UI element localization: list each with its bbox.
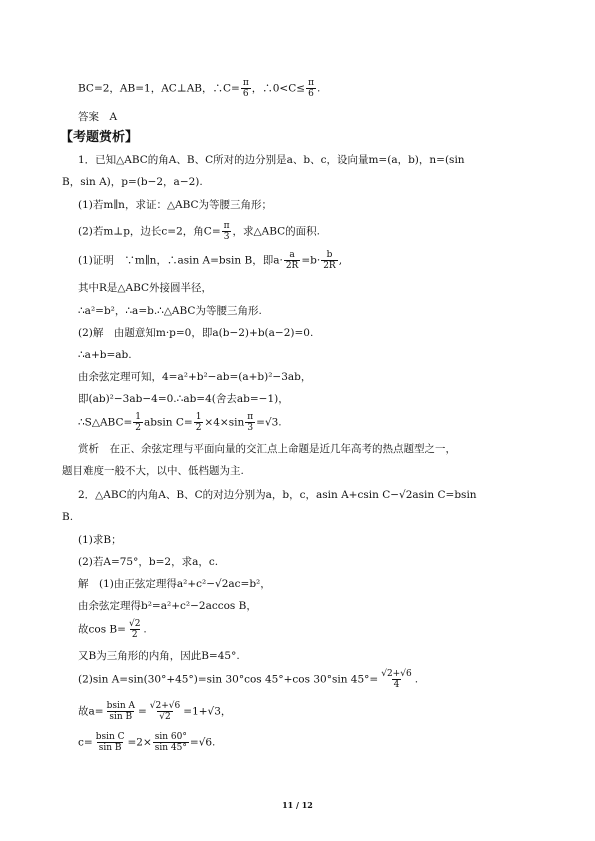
solution-line: 由余弦定理得b²=a²+c²−2accos B，: [78, 600, 257, 612]
text: (1)证明 ∵m∥n，∴asin A=bsin B，即a·: [78, 254, 283, 267]
text-line: ∴a+b=ab.: [78, 349, 132, 361]
problem1-statement-2: B，sin A)，p=(b−2，a−2).: [62, 176, 203, 188]
text: =b·: [301, 254, 321, 267]
cos-b-line: [78, 619, 147, 640]
fraction-sqrt2-2: $\frac{√2}{2}$: [128, 619, 141, 640]
a-value-line: 故a= $\frac{\text{bsin A}}{\text{sin B}}$ = $\frac{√2+√6}{√2}$ =1+√3，: [78, 701, 232, 722]
problem1-statement-1: 1．已知△ABC的角A、B、C所对的边分别是a、b、c，设向量m=(a，b)，n=(sin: [78, 154, 465, 166]
text: ∴S△ABC=: [78, 416, 133, 429]
solution-line: 又B为三角形的内角，因此B=45°.: [78, 650, 240, 662]
sin-a-line: [78, 669, 418, 690]
fraction-pi-3: $\frac{\pi}{3}$: [247, 412, 254, 433]
fraction-bsinA-sinB: $\frac{\text{bsin A}}{\text{sin B}}$: [106, 701, 135, 722]
fraction-pi-6: $\frac{\pi}{6}$: [308, 78, 314, 99]
text: absin C=: [144, 416, 193, 429]
analysis-line: 题目难度一般不大，以中、低档题为主.: [62, 465, 244, 477]
fraction-1-2: $\frac{1}{2}$: [195, 412, 202, 433]
area-line: [78, 412, 282, 433]
problem2-part1: (1)求B；: [78, 534, 122, 546]
text-line: (2)解 由题意知m·p=0，即a(b−2)+b(a−2)=0.: [78, 327, 314, 339]
text: ,: [338, 254, 343, 267]
section-heading: 【考题赏析】: [60, 130, 139, 145]
text-line: 即(ab)²−3ab−4=0.∴ab=4(舍去ab=−1)，: [78, 393, 289, 405]
text: =1+√3，: [183, 705, 232, 718]
problem2-statement-1: 2．△ABC的内角A、B、C的对边分别为a，b，c，asin A+csin C−√2asin C=bsin: [78, 489, 477, 501]
fraction-b-2r: $\frac{b}{2R}$: [323, 250, 336, 271]
text: ×4×sin: [204, 416, 245, 429]
fraction-1-2: $\frac{1}{2}$: [135, 412, 142, 433]
text: c=: [78, 736, 93, 749]
text: (2)sin A=sin(30°+45°)=sin 30°cos 45°+cos 30°sin 45°=: [78, 673, 379, 686]
fraction-pi-3: $\frac{\pi}{3}$: [223, 221, 230, 242]
page-number: 11 / 12: [282, 800, 313, 810]
analysis-line: 赏析 在正、余弦定理与平面向量的交汇点上命题是近几年高考的热点题型之一，: [78, 443, 456, 455]
fraction-sqrt-sum: $\frac{√2+√6}{√2}$: [149, 701, 181, 722]
answer-line: 答案 A: [78, 111, 118, 123]
text: =√6.: [189, 736, 216, 749]
text-line: ∴a²=b²，∴a=b.∴△ABC为等腰三角形.: [78, 305, 262, 317]
text: 故cos B=: [78, 623, 126, 636]
fraction-sin60-sin45: $\frac{\sin 60^\circ}{\sin 45^\circ}$: [154, 732, 187, 753]
problem1-part1: (1)若m∥n，求证：△ABC为等腰三角形；: [78, 199, 273, 211]
prev-solution-line: [78, 78, 320, 99]
fraction-a-2r: $\frac{a}{2R}$: [285, 250, 299, 271]
text: =√3.: [256, 416, 282, 429]
text: ，求△ABC的面积.: [232, 225, 320, 238]
text-line: 由余弦定理可知，4=a²+b²−ab=(a+b)²−3ab，: [78, 371, 312, 383]
text: ，∴0<C≤: [251, 82, 306, 95]
text: .: [316, 82, 321, 95]
text: 故a=: [78, 705, 104, 718]
text: BC=2，AB=1，AC⊥AB，∴C=: [78, 82, 240, 95]
text: (2)若m⊥p，边长c=2，角C=: [78, 225, 221, 238]
text: .: [414, 673, 419, 686]
problem2-statement-2: B.: [62, 511, 74, 523]
solution-line: 解 (1)由正弦定理得a²+c²−√2ac=b²，: [78, 578, 271, 590]
text: =2×: [127, 736, 152, 749]
text-line: 其中R是△ABC外接圆半径，: [78, 282, 213, 294]
fraction-sinA: $\frac{√2+√6}{4}$: [381, 669, 412, 690]
problem1-part2: [78, 221, 320, 242]
proof-line: [78, 250, 342, 271]
problem2-part2: (2)若A=75°，b=2，求a，c.: [78, 556, 219, 568]
fraction-pi-6: $\frac{\pi}{6}$: [242, 78, 249, 99]
c-value-line: [78, 732, 215, 753]
fraction-bsinC-sinB: $\frac{\text{bsin C}}{\text{sin B}}$: [95, 732, 125, 753]
text: .: [143, 623, 147, 636]
